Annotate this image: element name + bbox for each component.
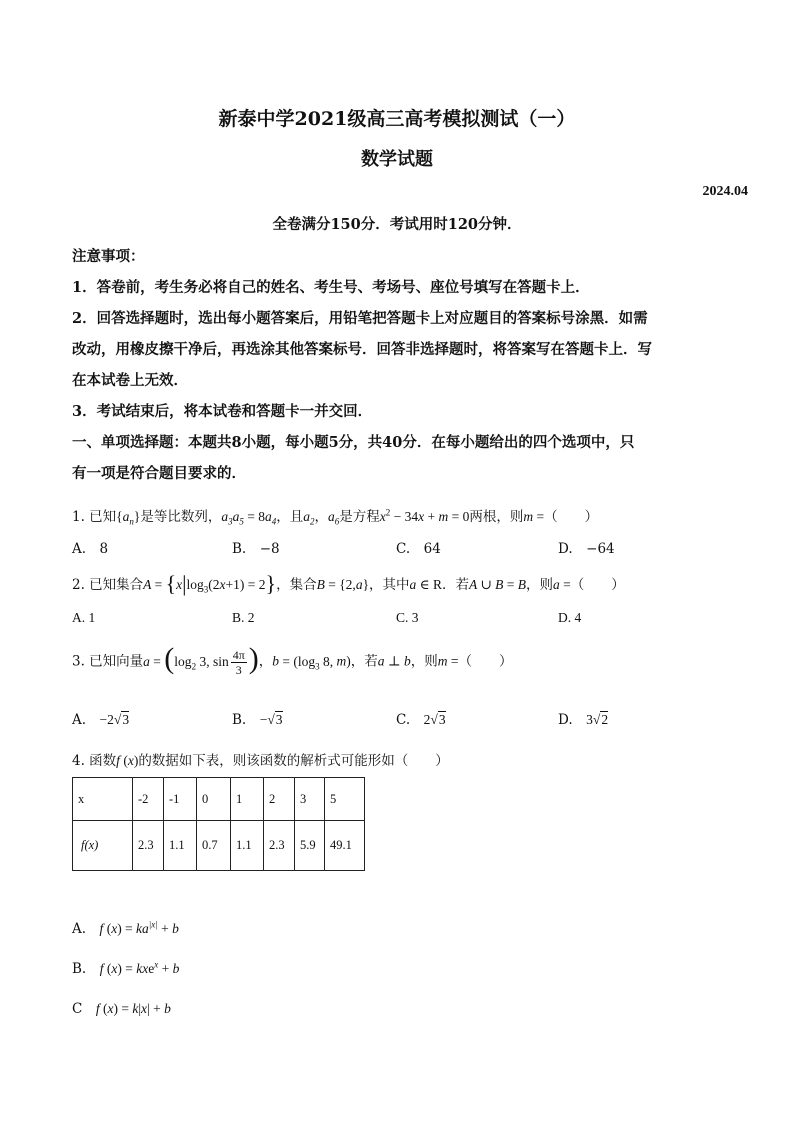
q3-option-b-formula: −√3 — [259, 712, 283, 727]
q4-fx-formula: f (x) — [116, 753, 139, 768]
q3-text: ，则 — [410, 653, 438, 670]
table-cell: 1.1 — [164, 821, 197, 871]
q4-option-label: A. — [72, 921, 87, 937]
q3-option-a-formula: −2√3 — [99, 712, 130, 727]
note-item-2-line2: 改动，用橡皮擦干净后，再选涂其他答案标号．回答非选择题时，将答案写在答题卡上．写 — [72, 341, 652, 358]
q1-option-c[interactable]: C. 64 — [396, 541, 441, 557]
table-row — [73, 778, 365, 821]
q1-equation-formula: $x^2 - 34x + m = 0$ — [379, 507, 470, 524]
table-row — [73, 821, 365, 871]
table-cell: 49.1 — [325, 821, 365, 871]
table-cell: 2.3 — [264, 821, 295, 871]
q4-option-label: B. — [72, 961, 87, 977]
table-cell: f(x) — [73, 821, 133, 871]
q2-option-c[interactable]: C. 3 — [396, 610, 419, 625]
q4-option-c[interactable] — [72, 997, 171, 1017]
q4-data-table — [72, 777, 365, 871]
q3-option-label: A. — [72, 712, 87, 728]
q2-option-b[interactable]: B. 2 — [232, 610, 255, 625]
q1-a6-formula: $a_6$ — [328, 509, 340, 527]
q2-set-b-formula: B = {2,a} — [316, 577, 370, 592]
table-cell: -2 — [133, 778, 164, 821]
question-1 — [72, 505, 598, 525]
q2-a-real-formula: a ∈ R — [409, 577, 443, 592]
q3-option-c-formula: 2√3 — [423, 712, 446, 727]
q1-sequence-formula: $\{a_n\}$ — [116, 509, 141, 527]
q3-option-label: D. — [558, 712, 573, 728]
q1-option-a[interactable]: A. 8 — [72, 541, 109, 557]
q2-option-d[interactable]: D. 4 — [558, 610, 582, 625]
q3-m-formula: m = — [437, 653, 459, 669]
notes-heading: 注意事项： — [72, 248, 145, 265]
q1-a2-formula: $a_2$ — [303, 509, 315, 527]
q1-text: ，且 — [276, 509, 304, 525]
q3-vector-b-formula: $b = (\log_3$ 8, m) — [272, 653, 351, 672]
q2-option-a[interactable]: A. 1 — [72, 610, 96, 625]
note-item-2-line3: 在本试卷上无效． — [72, 372, 188, 389]
section1-heading-line1: 一、单项选择题：本题共8小题，每小题5分，共40分．在每小题给出的四个选项中，只 — [72, 434, 635, 451]
q1-text: 是等比数列， — [140, 509, 222, 525]
question-2 — [72, 571, 625, 596]
q3-vector-a-formula: $a = (\log_2$ 3, sin $\frac{4\pi}{3}$ ) — [143, 641, 259, 677]
exam-title: 新泰中学2021级高三高考模拟测试（一） — [218, 108, 576, 130]
q1-text: （ ） — [544, 509, 599, 525]
exam-date: 2024.04 — [702, 184, 748, 199]
question-4 — [72, 749, 449, 769]
q4-text: 4. 函数 — [72, 753, 117, 769]
q2-text: ，则 — [526, 577, 553, 593]
q3-option-d-formula: 3√2 — [586, 712, 609, 727]
q1-text: 1. 已知 — [72, 509, 117, 525]
q3-perp-formula: a ⊥ b — [377, 653, 411, 669]
table-cell: 5 — [325, 778, 365, 821]
table-cell: -1 — [164, 778, 197, 821]
note-item-1: 1．答卷前，考生务必将自己的姓名、考生号、考场号、座位号填写在答题卡上． — [72, 279, 590, 296]
table-cell: x — [73, 778, 133, 821]
q2-text: 2. 已知集合 — [72, 577, 144, 593]
q3-option-a[interactable] — [72, 708, 129, 728]
note-item-2-line1: 2．回答选择题时，选出每小题答案后，用铅笔把答题卡上对应题目的答案标号涂黑．如需 — [72, 310, 648, 327]
q1-condition-formula: $a_3a_5 = 8a_4$ — [221, 509, 277, 527]
table-cell: 5.9 — [295, 821, 325, 871]
q1-text: 是方程 — [339, 509, 380, 525]
section1-heading-line2: 有一项是符合题目要求的． — [72, 465, 246, 482]
q4-option-label: C — [72, 1001, 83, 1017]
q2-a-formula: a = — [553, 577, 571, 592]
q1-option-b[interactable]: B. −8 — [232, 541, 280, 557]
table-cell: 1.1 — [231, 821, 264, 871]
q2-set-a-formula: $A = \{x|\log_3(2x+1) = 2\}$ — [143, 571, 277, 596]
q3-option-d[interactable] — [558, 708, 608, 728]
table-cell: 1 — [231, 778, 264, 821]
q2-text: （ ） — [570, 577, 625, 593]
question-3 — [72, 641, 513, 677]
q3-option-c[interactable] — [396, 708, 446, 728]
q2-text: ，其中 — [369, 577, 410, 593]
note-item-3: 3．考试结束后，将本试卷和答题卡一并交回． — [72, 403, 373, 420]
q3-option-b[interactable] — [232, 708, 283, 728]
table-cell: 0.7 — [197, 821, 231, 871]
q3-text: （ ） — [458, 653, 513, 670]
q4-text: 的数据如下表，则该函数的解析式可能形如（ ） — [138, 753, 449, 769]
q1-m-formula: m = — [523, 509, 545, 524]
q1-text: 两根，则 — [469, 509, 524, 525]
table-cell: 2.3 — [133, 821, 164, 871]
q4-option-b-formula: f (x) = kxe$^x$ + b — [99, 959, 180, 976]
q2-text: ．若 — [442, 577, 470, 593]
table-cell: 3 — [295, 778, 325, 821]
q3-text: 3. 已知向量 — [72, 653, 144, 670]
q4-option-a-formula: f $(x) = ka^{|x|} + b$ — [99, 919, 179, 936]
q2-union-formula: A ∪ B = B — [469, 577, 526, 592]
q3-option-label: C. — [396, 712, 411, 728]
q4-option-b[interactable] — [72, 957, 179, 977]
table-cell: 0 — [197, 778, 231, 821]
q4-option-a[interactable] — [72, 917, 179, 937]
q3-option-label: B. — [232, 712, 247, 728]
q1-option-d[interactable]: D. −64 — [558, 541, 615, 557]
q3-text: ，若 — [350, 653, 378, 670]
q2-text: ，集合 — [276, 577, 317, 593]
q4-option-c-formula: f (x) = k|x| + b — [95, 1001, 171, 1016]
q1-text: ， — [314, 509, 329, 525]
q3-text: ， — [258, 653, 273, 670]
exam-subtitle: 数学试题 — [361, 149, 433, 170]
score-info: 全卷满分150分．考试用时120分钟． — [272, 216, 522, 233]
table-cell: 2 — [264, 778, 295, 821]
